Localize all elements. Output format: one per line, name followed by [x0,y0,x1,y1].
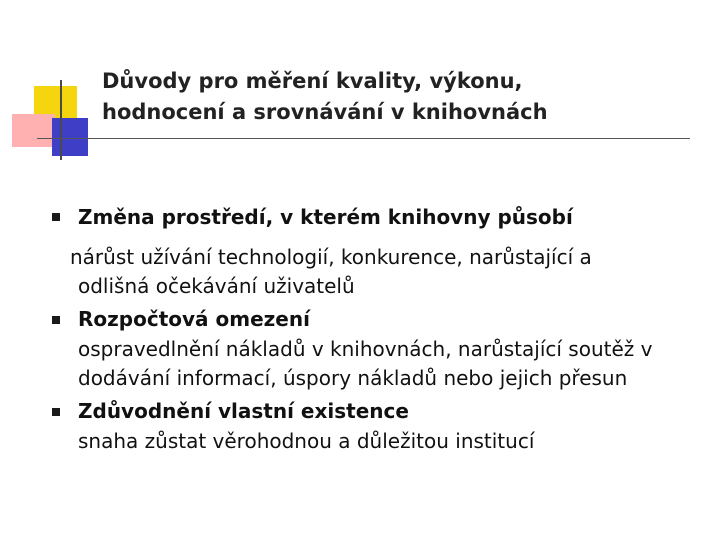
bullet-detail: ospravedlnění nákladů v knihovnách, narůstající soutěž v [78,337,653,361]
title-underline [37,138,690,139]
bullet-square-icon [52,316,60,324]
bullet-detail: snaha zůstat věrohodnou a důležitou institucí [78,429,535,453]
bullet-square-icon [52,213,60,221]
bullet-heading: Změna prostředí, v kterém knihovny působí [78,205,573,229]
bullet-heading: Rozpočtová omezení [78,307,310,331]
decorative-pink-square [12,114,55,147]
slide-title [102,66,702,128]
decorative-blue-square [52,118,88,156]
slide-title-line-2: hodnocení a srovnávání v knihovnách [102,100,548,124]
decorative-vertical-line [60,80,62,160]
bullet-detail: nárůst užívání technologií, konkurence, narůstající a [70,245,592,269]
bullet-detail: dodávání informací, úspory nákladů nebo jejich přesun [78,366,628,390]
bullet-square-icon [52,408,60,416]
bullet-heading: Zdůvodnění vlastní existence [78,399,409,423]
bullet-detail: odlišná očekávání uživatelů [78,274,355,298]
slide-title-line-1: Důvody pro měření kvality, výkonu, [102,69,523,93]
